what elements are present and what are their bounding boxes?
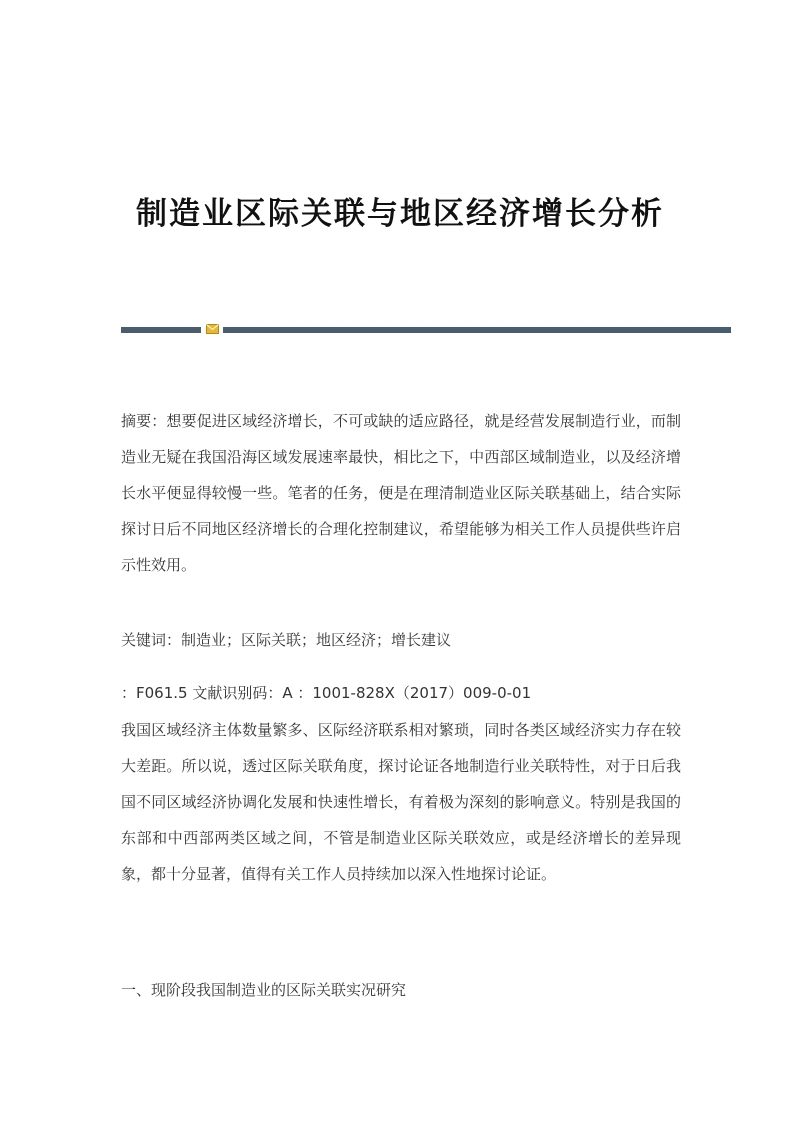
- divider-bar-right: [223, 327, 731, 333]
- keywords-line: [121, 622, 681, 658]
- classification-text: ：F061.5 文献识别码：A ：1001-828X（2017）009-0-01: [121, 684, 532, 702]
- intro-paragraph: [121, 712, 681, 892]
- envelope-icon: [206, 324, 219, 334]
- document-title: 制造业区际关联与地区经济增长分析: [136, 196, 664, 232]
- section-heading-text: 一、现阶段我国制造业的区际关联实况研究: [121, 981, 407, 999]
- divider-bar-left: [121, 327, 201, 333]
- abstract-paragraph: [121, 403, 681, 583]
- section-heading: [121, 972, 681, 1008]
- classification-line: [121, 675, 681, 711]
- title-divider: [121, 324, 731, 334]
- intro-text: 我国区域经济主体数量繁多、区际经济联系相对繁琐，同时各类区域经济实力存在较大差距。所以说，透过区际关联角度，探讨论证各地制造行业关联特性，对于日后我国不同区域经济协调化发展和快速性增长，有着极为深刻的影响意义。特别是我国的东部和中西部两类区域之间，不管是制造业区际关联效应，或是经济增长的差异现象，都十分显著，值得有关工作人员持续加以深入性地探讨论证。: [121, 721, 681, 883]
- keywords-text: 关键词：制造业；区际关联；地区经济；增长建议: [121, 631, 452, 649]
- abstract-text: 摘要：想要促进区域经济增长，不可或缺的适应路径，就是经营发展制造行业，而制造业无疑在我国沿海区域发展速率最快，相比之下，中西部区域制造业，以及经济增长水平便显得较慢一些。笔者的任务，便是在理清制造业区际关联基础上，结合实际探讨日后不同地区经济增长的合理化控制建议，希望能够为相关工作人员提供些许启示性效用。: [121, 412, 681, 574]
